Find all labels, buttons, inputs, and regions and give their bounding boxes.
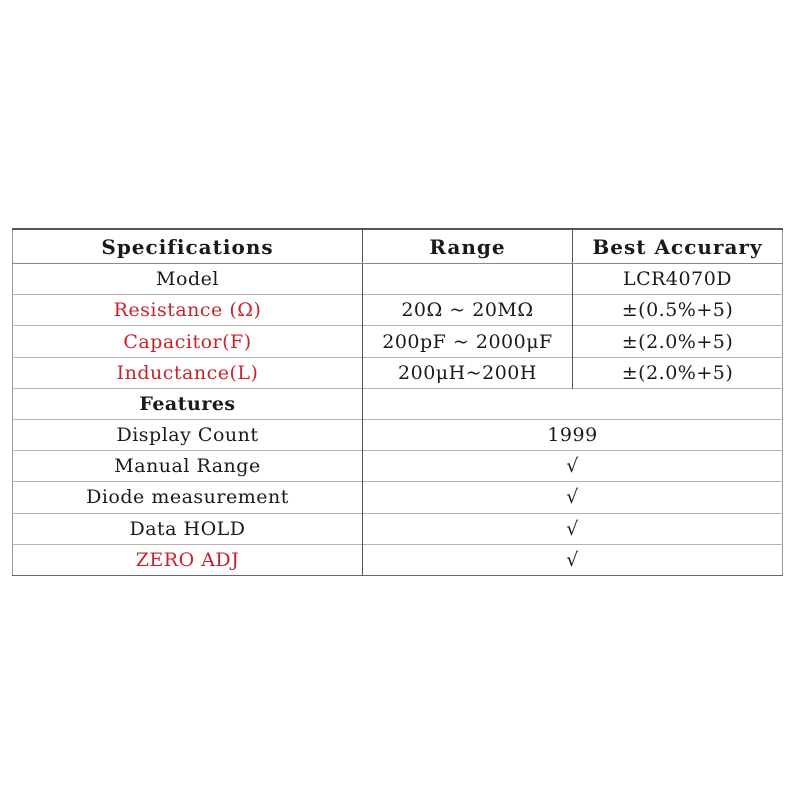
- spec-range: [363, 264, 573, 295]
- spec-range: 200μH~200H: [363, 357, 573, 388]
- header-range: Range: [363, 229, 573, 264]
- checkmark-icon: √: [363, 482, 783, 513]
- checkmark-icon: √: [363, 513, 783, 544]
- feature-row-manual-range: [13, 451, 783, 482]
- features-title: Features: [13, 388, 363, 419]
- feature-row-display-count: [13, 420, 783, 451]
- feature-row-diode-measurement: [13, 482, 783, 513]
- features-header-row: [13, 388, 783, 419]
- spec-name: Capacitor(F): [13, 326, 363, 357]
- header-specifications: Specifications: [13, 229, 363, 264]
- spec-row-model: [13, 264, 783, 295]
- spec-accuracy: ±(2.0%+5): [573, 357, 783, 388]
- spec-row-inductance: [13, 357, 783, 388]
- feature-row-data-hold: [13, 513, 783, 544]
- spec-name: Inductance(L): [13, 357, 363, 388]
- feature-name: Diode measurement: [13, 482, 363, 513]
- spec-row-resistance: [13, 295, 783, 326]
- header-row: [13, 229, 783, 264]
- spec-accuracy: ±(0.5%+5): [573, 295, 783, 326]
- spec-name: Model: [13, 264, 363, 295]
- feature-name: Display Count: [13, 420, 363, 451]
- spec-range: 200pF ~ 2000μF: [363, 326, 573, 357]
- feature-name: ZERO ADJ: [13, 544, 363, 575]
- feature-row-zero-adj: [13, 544, 783, 575]
- specifications-table: [12, 228, 783, 576]
- checkmark-icon: √: [363, 451, 783, 482]
- checkmark-icon: √: [363, 544, 783, 575]
- spec-name: Resistance (Ω): [13, 295, 363, 326]
- header-best-accuracy: Best Accurary: [573, 229, 783, 264]
- feature-name: Data HOLD: [13, 513, 363, 544]
- feature-name: Manual Range: [13, 451, 363, 482]
- feature-value: 1999: [363, 420, 783, 451]
- spec-accuracy: ±(2.0%+5): [573, 326, 783, 357]
- spec-row-capacitor: [13, 326, 783, 357]
- features-header-blank: [363, 388, 783, 419]
- spec-accuracy: LCR4070D: [573, 264, 783, 295]
- spec-range: 20Ω ~ 20MΩ: [363, 295, 573, 326]
